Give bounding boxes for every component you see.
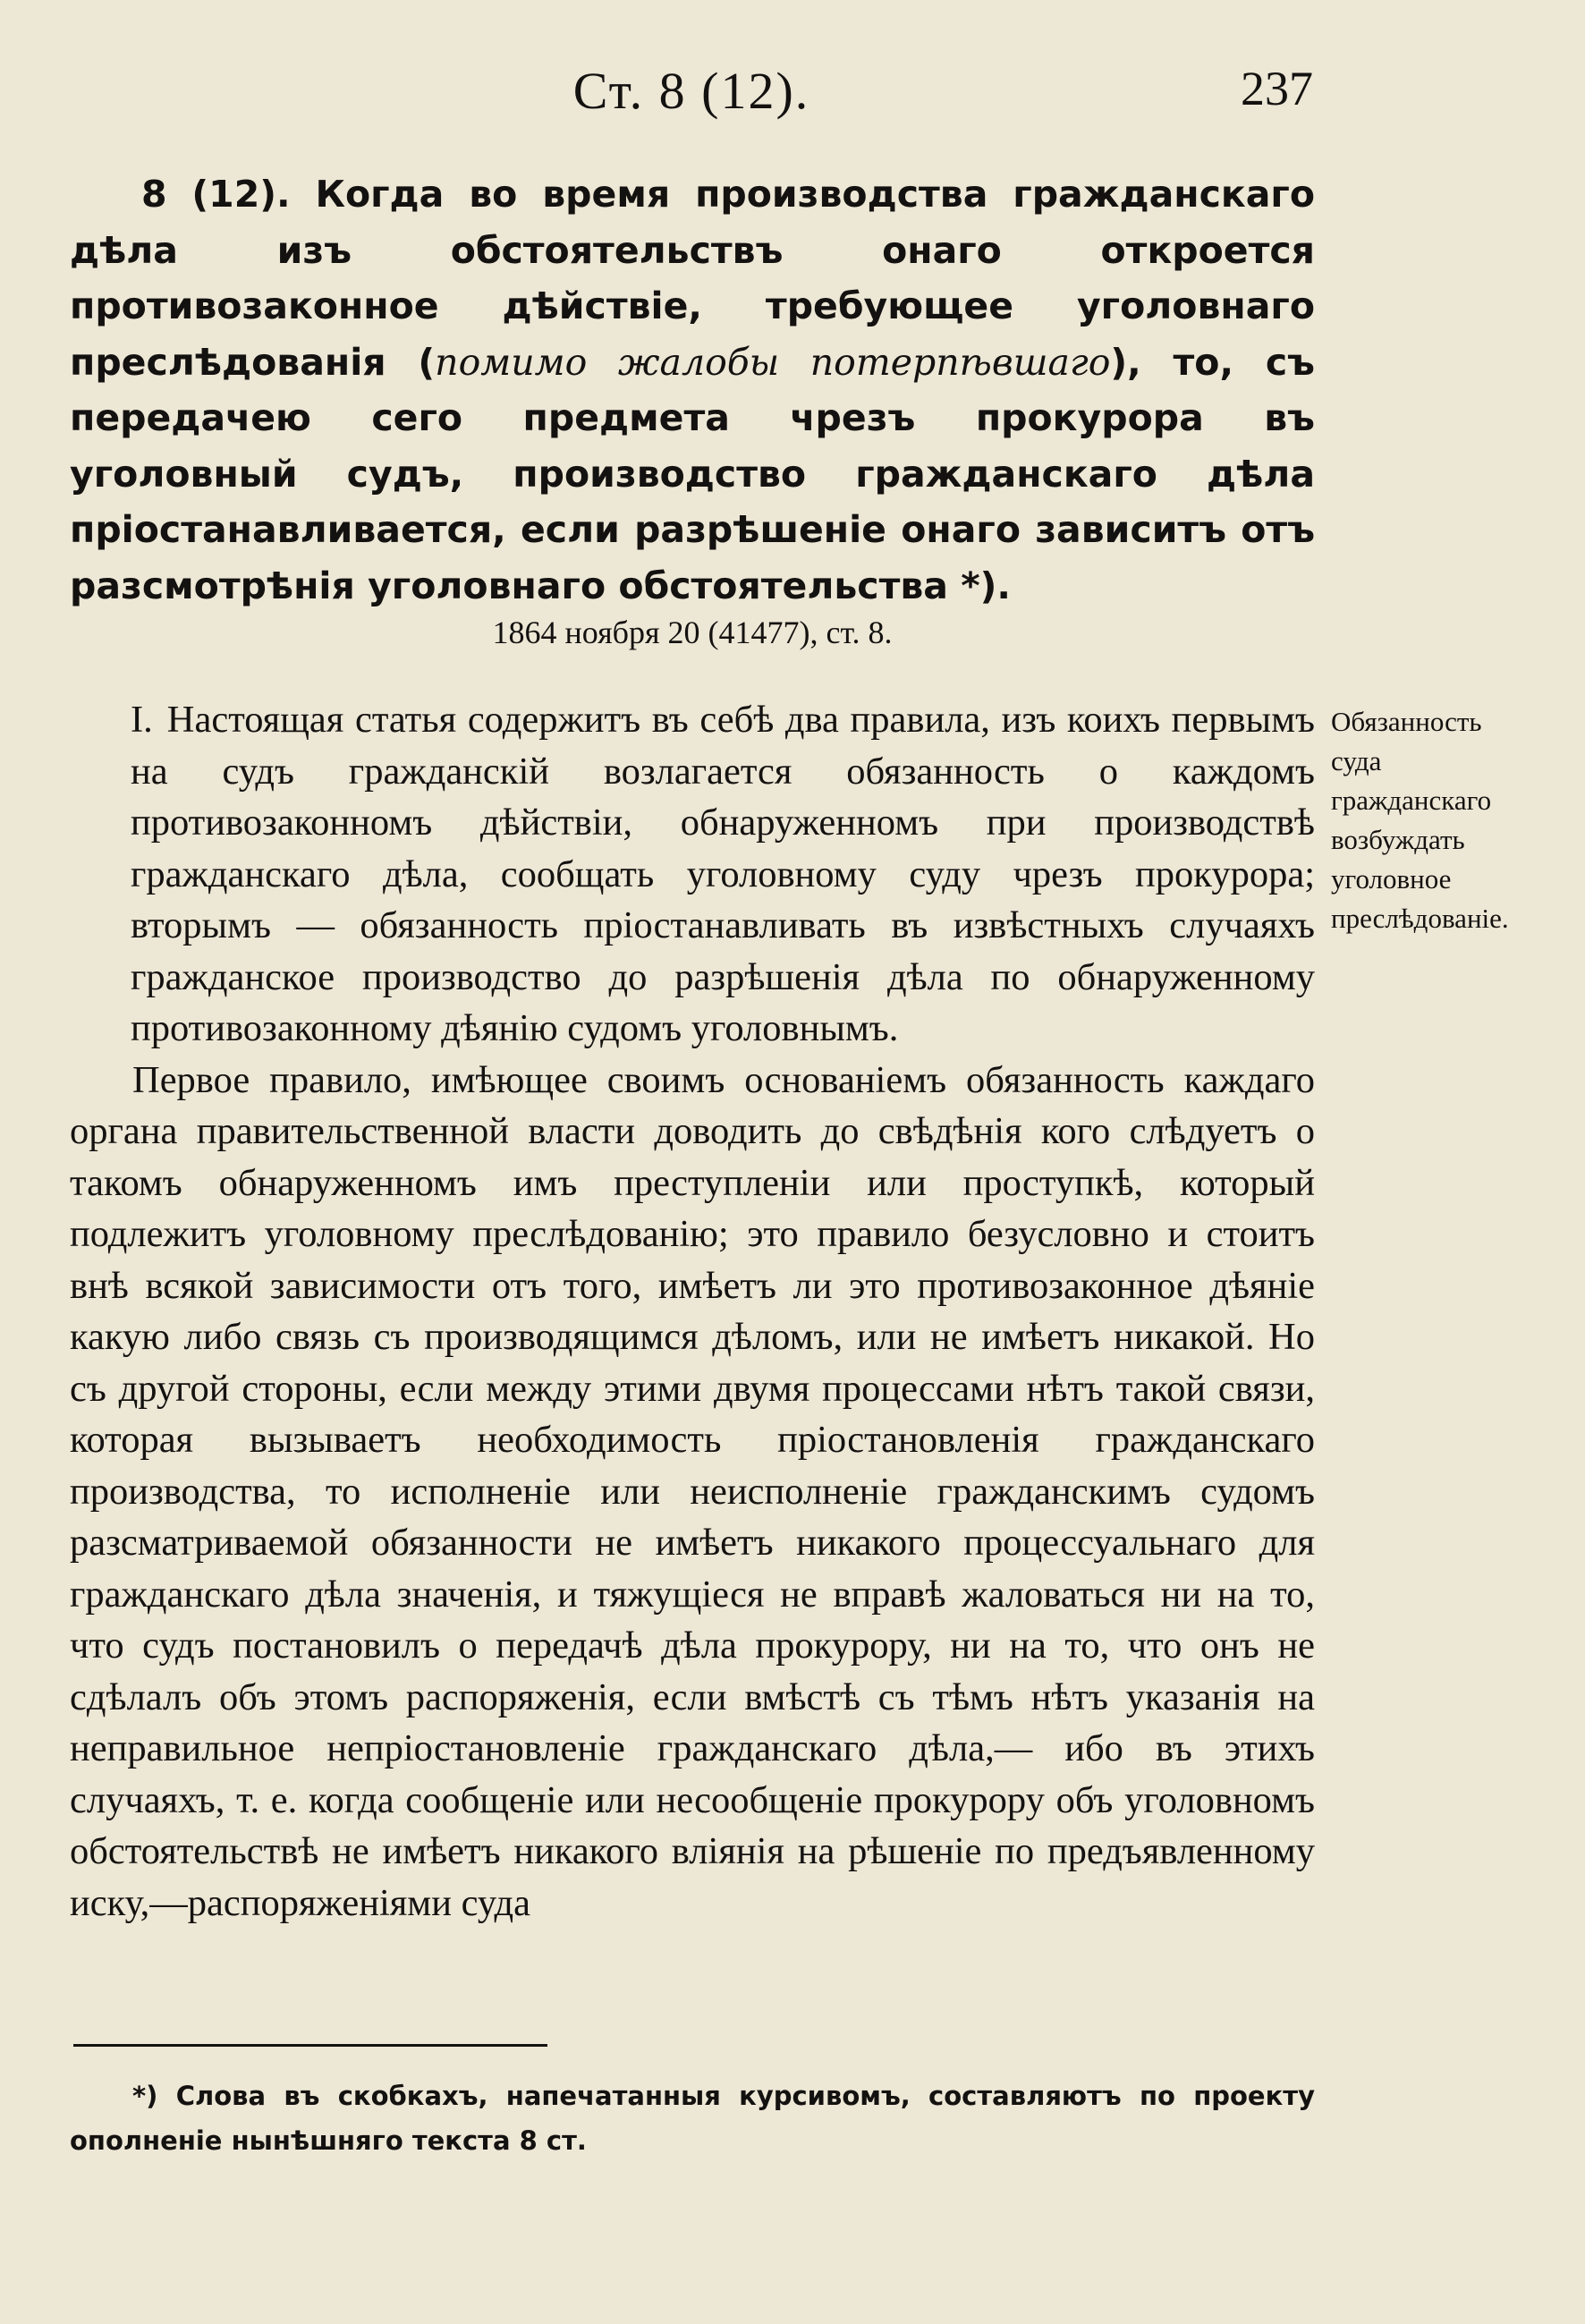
footnote-mark: *) [132,2081,158,2111]
commentary-paragraph-2: Первое правило, имѣющее своимъ основаніемъ обязанность каждаго органа правительственной власти доводить до свѣдѣнія кого слѣдуетъ о такомъ обнаруженномъ имъ преступленіи или проступкѣ, который подлежитъ уголовному преслѣдованію; это правило безусловно и стоитъ внѣ всякой зависимости отъ того, имѣетъ ли это противозаконное дѣяніе какую либо связь съ производящимся дѣломъ, или не имѣетъ никакой. Но съ другой стороны, если между этими двумя процессами нѣтъ такой связи, которая вызываетъ необходимость пріостановленія гражданскаго производства, то исполненіе или неисполненіе гражданскимъ судомъ разсматриваемой обязанности не имѣетъ никакого процессуальнаго для гражданскаго дѣла значенія, и тяжущіеся не вправѣ жаловаться ни на то, что судъ постановилъ о передачѣ дѣла прокурору, ни на то, что онъ не сдѣлалъ объ этомъ распоряженія, если вмѣстѣ съ тѣмъ нѣтъ указанія на неправильное непріостановленіе гражданскаго дѣла,— ибо въ этихъ случаяхъ, т. е. когда сообщеніе или несообщеніе прокурору объ уголовномъ обстоятельствѣ не имѣетъ никакого вліянія на рѣшеніе по предъявленному иску,—распоряженіями суда [70,1058,1315,1924]
footnote-text: Слова въ скобкахъ, напечатанныя курсивомъ, составляютъ по проекту ополненіе нынѣшняго текста 8 ст. [70,2081,1315,2156]
commentary [70,694,1315,1929]
footnote [70,2074,1315,2163]
commentary-paragraph-1-text: Настоящая статья содержитъ въ себѣ два правила, изъ коихъ первымъ на судъ гражданскій возлагается обязанность о каждомъ противозаконномъ дѣйствіи, обнаруженномъ при производствѣ гражданскаго дѣла, сообщать уголовному суду чрезъ прокурора; вторымъ — обязанность пріостанавливать въ извѣстныхъ случаяхъ гражданское производство до разрѣшенія дѣла по обнаруженному противозаконному дѣянію судомъ уголовнымъ. [131,699,1315,1049]
article-text-before-italic: Когда во время производства гражданскаго дѣла изъ обстоятельствъ онаго откроется противозаконное дѣйствіе, требующее уголовнаго преслѣдованія ( [70,173,1315,384]
article-text [70,166,1315,614]
source-citation: 1864 ноября 20 (41477), ст. 8. [492,615,893,650]
page-header [70,61,1313,132]
article-text-after-italic: ), то, съ передачею сего предмета чрезъ прокурора въ уголовный судъ, производство гражданскаго дѣла пріостанавливается, если разрѣшеніе онаго зависитъ отъ разсмотрѣнія уголовнаго обстоятельства *). [70,340,1315,607]
page-number: 237 [1241,62,1313,115]
margin-note: Обязанность суда гражданскаго возбуждать уголовное преслѣдованіе. [1331,706,1509,934]
section-numeral: I. [131,699,153,741]
running-head: Ст. 8 (12). [572,62,810,120]
commentary-paragraph-1 [70,694,1315,1055]
article-italic-insert: помимо жалобы потерпѣвшаго [435,340,1111,384]
article-number: 8 (12). [141,173,291,216]
footnote-divider [73,2044,547,2047]
